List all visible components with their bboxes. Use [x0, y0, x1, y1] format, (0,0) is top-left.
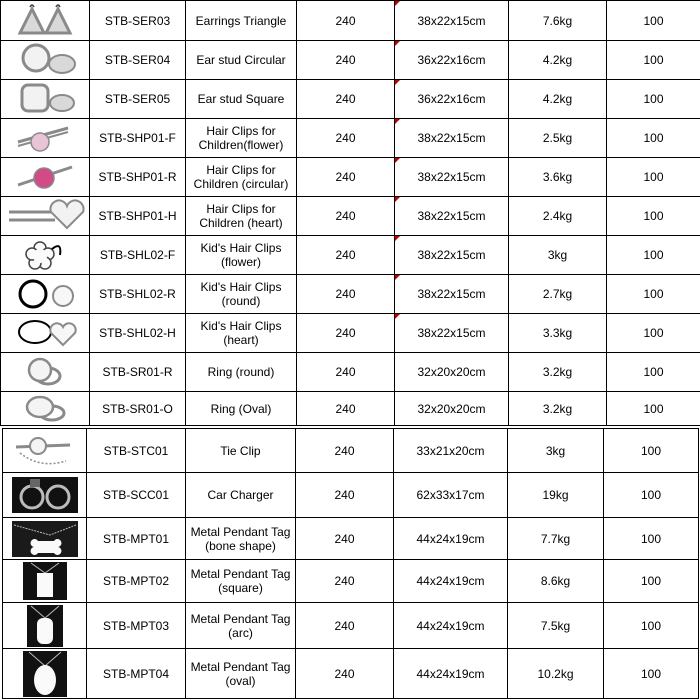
product-image-cell	[1, 1, 90, 41]
table-row	[1, 197, 700, 236]
product-code-cell: STB-SHP01-H	[90, 197, 186, 236]
table-row	[1, 119, 700, 158]
packing-qty-cell: 240	[297, 314, 395, 353]
tie-clip-icon	[3, 431, 86, 471]
moq-cell: 100	[607, 197, 700, 236]
packing-qty-cell: 240	[297, 119, 395, 158]
packing-qty-cell: 240	[297, 392, 395, 426]
packing-qty-cell: 240	[296, 560, 394, 603]
packing-qty-cell: 240	[296, 603, 394, 649]
product-name-cell: Ring (round)	[186, 353, 297, 392]
carton-size-cell: 38x22x15cm	[395, 119, 509, 158]
product-image-cell	[1, 80, 90, 119]
packing-qty-cell: 240	[297, 236, 395, 275]
table-row	[1, 1, 700, 41]
moq-cell: 100	[607, 1, 700, 41]
carton-size-cell: 38x22x15cm	[395, 236, 509, 275]
table-row	[1, 353, 700, 392]
carton-size-cell: 44x24x19cm	[394, 649, 508, 699]
product-name-cell: Kid's Hair Clips (flower)	[186, 236, 297, 275]
packing-qty-cell: 240	[297, 1, 395, 41]
carton-size-cell: 32x20x20cm	[395, 392, 509, 426]
product-table-bottom	[2, 428, 699, 699]
carton-size-cell: 38x22x15cm	[395, 197, 509, 236]
weight-cell: 3.3kg	[509, 314, 607, 353]
product-name-cell: Metal Pendant Tag (oval)	[186, 649, 296, 699]
table-row	[3, 603, 699, 649]
product-code-cell: STB-SER04	[90, 41, 186, 80]
kids-hair-clip-flower-icon	[1, 237, 89, 273]
packing-qty-cell: 240	[296, 473, 394, 518]
packing-qty-cell: 240	[297, 41, 395, 80]
packing-qty-cell: 240	[296, 518, 394, 560]
table-row	[1, 275, 700, 314]
product-image-cell	[1, 392, 90, 426]
table-row	[3, 518, 699, 560]
product-code-cell: STB-SHL02-F	[90, 236, 186, 275]
product-code-cell: STB-STC01	[87, 429, 186, 473]
product-image-cell	[1, 275, 90, 314]
product-image-cell	[1, 314, 90, 353]
packing-qty-cell: 240	[297, 197, 395, 236]
product-image-cell	[1, 119, 90, 158]
product-name-cell: Metal Pendant Tag (bone shape)	[186, 518, 296, 560]
product-name-cell: Ring (Oval)	[186, 392, 297, 426]
moq-cell: 100	[604, 518, 699, 560]
moq-cell: 100	[607, 392, 700, 426]
carton-size-cell: 32x20x20cm	[395, 353, 509, 392]
product-name-cell: Hair Clips for Children (heart)	[186, 197, 297, 236]
weight-cell: 19kg	[508, 473, 604, 518]
pendant-bone-icon	[3, 519, 86, 559]
product-image-cell	[1, 236, 90, 275]
packing-qty-cell: 240	[297, 80, 395, 119]
product-name-cell: Metal Pendant Tag (arc)	[186, 603, 296, 649]
product-image-cell	[1, 197, 90, 236]
product-image-cell	[3, 429, 87, 473]
weight-cell: 3kg	[508, 429, 604, 473]
product-name-cell: Metal Pendant Tag (square)	[186, 560, 296, 603]
moq-cell: 100	[607, 314, 700, 353]
weight-cell: 2.7kg	[509, 275, 607, 314]
table-row	[1, 392, 700, 426]
hair-clip-circular-icon	[1, 159, 89, 195]
packing-qty-cell: 240	[297, 275, 395, 314]
ring-round-icon	[1, 354, 89, 390]
product-name-cell: Kid's Hair Clips (heart)	[186, 314, 297, 353]
kids-hair-clip-round-icon	[1, 276, 89, 312]
moq-cell: 100	[607, 158, 700, 197]
product-code-cell: STB-SHP01-F	[90, 119, 186, 158]
carton-size-cell: 36x22x16cm	[395, 41, 509, 80]
kids-hair-clip-heart-icon	[1, 315, 89, 351]
table-row	[3, 473, 699, 518]
packing-qty-cell: 240	[296, 649, 394, 699]
carton-size-cell: 44x24x19cm	[394, 603, 508, 649]
weight-cell: 3.2kg	[509, 353, 607, 392]
product-code-cell: STB-SCC01	[87, 473, 186, 518]
product-code-cell: STB-SHL02-H	[90, 314, 186, 353]
product-name-cell: Hair Clips for Children(flower)	[186, 119, 297, 158]
weight-cell: 4.2kg	[509, 41, 607, 80]
table-row	[1, 41, 700, 80]
product-code-cell: STB-MPT01	[87, 518, 186, 560]
table-row	[1, 236, 700, 275]
product-image-cell	[3, 603, 87, 649]
carton-size-cell: 44x24x19cm	[394, 560, 508, 603]
moq-cell: 100	[607, 353, 700, 392]
carton-size-cell: 38x22x15cm	[395, 158, 509, 197]
product-name-cell: Hair Clips for Children (circular)	[186, 158, 297, 197]
table-row	[1, 158, 700, 197]
product-image-cell	[1, 41, 90, 80]
carton-size-cell: 38x22x15cm	[395, 1, 509, 41]
product-name-cell: Ear stud Circular	[186, 41, 297, 80]
moq-cell: 100	[604, 603, 699, 649]
table-row	[3, 429, 699, 473]
product-code-cell: STB-SER05	[90, 80, 186, 119]
carton-size-cell: 62x33x17cm	[394, 473, 508, 518]
moq-cell: 100	[607, 236, 700, 275]
product-image-cell	[1, 158, 90, 197]
product-code-cell: STB-MPT02	[87, 560, 186, 603]
product-name-cell: Earrings Triangle	[186, 1, 297, 41]
packing-qty-cell: 240	[297, 158, 395, 197]
product-code-cell: STB-MPT03	[87, 603, 186, 649]
weight-cell: 3.6kg	[509, 158, 607, 197]
moq-cell: 100	[607, 80, 700, 119]
table-row	[3, 560, 699, 603]
weight-cell: 2.5kg	[509, 119, 607, 158]
pendant-square-icon	[3, 561, 86, 601]
moq-cell: 100	[607, 275, 700, 314]
product-name-cell: Ear stud Square	[186, 80, 297, 119]
moq-cell: 100	[607, 119, 700, 158]
product-name-cell: Kid's Hair Clips (round)	[186, 275, 297, 314]
product-code-cell: STB-SHP01-R	[90, 158, 186, 197]
weight-cell: 10.2kg	[508, 649, 604, 699]
product-code-cell: STB-SHL02-R	[90, 275, 186, 314]
weight-cell: 7.7kg	[508, 518, 604, 560]
hair-clip-heart-icon	[1, 198, 89, 234]
weight-cell: 4.2kg	[509, 80, 607, 119]
product-code-cell: STB-SR01-R	[90, 353, 186, 392]
carton-size-cell: 44x24x19cm	[394, 518, 508, 560]
weight-cell: 8.6kg	[508, 560, 604, 603]
table-row	[1, 80, 700, 119]
product-image-cell	[1, 353, 90, 392]
moq-cell: 100	[604, 429, 699, 473]
hair-clip-flower-icon	[1, 120, 89, 156]
table-row	[1, 314, 700, 353]
product-image-cell	[3, 473, 87, 518]
product-code-cell: STB-MPT04	[87, 649, 186, 699]
packing-qty-cell: 240	[296, 429, 394, 473]
moq-cell: 100	[607, 41, 700, 80]
moq-cell: 100	[604, 473, 699, 518]
car-charger-icon	[3, 475, 86, 515]
weight-cell: 3kg	[509, 236, 607, 275]
ear-stud-circular-icon	[1, 42, 89, 78]
weight-cell: 3.2kg	[509, 392, 607, 426]
carton-size-cell: 36x22x16cm	[395, 80, 509, 119]
ring-oval-icon	[1, 393, 89, 425]
pendant-arc-icon	[3, 604, 86, 648]
carton-size-cell: 38x22x15cm	[395, 314, 509, 353]
product-name-cell: Car Charger	[186, 473, 296, 518]
earrings-triangle-icon	[1, 3, 89, 39]
carton-size-cell: 33x21x20cm	[394, 429, 508, 473]
carton-size-cell: 38x22x15cm	[395, 275, 509, 314]
product-code-cell: STB-SER03	[90, 1, 186, 41]
pendant-oval-icon	[3, 650, 86, 698]
table-row	[3, 649, 699, 699]
product-image-cell	[3, 649, 87, 699]
weight-cell: 7.6kg	[509, 1, 607, 41]
product-image-cell	[3, 560, 87, 603]
product-image-cell	[3, 518, 87, 560]
product-name-cell: Tie Clip	[186, 429, 296, 473]
moq-cell: 100	[604, 560, 699, 603]
ear-stud-square-icon	[1, 81, 89, 117]
packing-qty-cell: 240	[297, 353, 395, 392]
weight-cell: 7.5kg	[508, 603, 604, 649]
moq-cell: 100	[604, 649, 699, 699]
product-code-cell: STB-SR01-O	[90, 392, 186, 426]
weight-cell: 2.4kg	[509, 197, 607, 236]
